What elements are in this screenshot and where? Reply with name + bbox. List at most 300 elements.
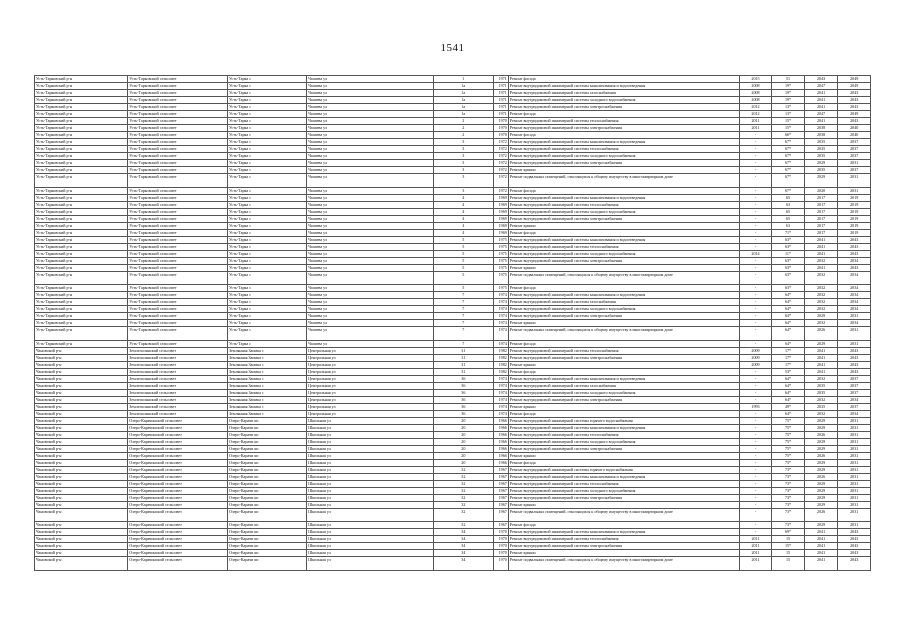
cell-street: Центральная ул [307,347,434,354]
cell-street: Чапаева ул [307,215,434,222]
cell-settlement: Озеро-Карачи кп [228,501,307,508]
cell-last-repair-year: 2014 [739,250,772,257]
cell-plan-start-year: 2035 [804,382,838,389]
cell-municipality: Озеро-Карачинский сельсовет [128,445,228,452]
cell-municipality: Усть-Тарковский сельсовет [128,271,228,285]
cell-plan-start-year: 2041 [804,550,838,557]
cell-work-type: Ремонт подвальных помещений, относящихся к общему имуществу в многоквартирном доме [508,327,739,341]
cell-last-repair-year: - [739,529,772,536]
cell-work-type: Ремонт внутридомовой инженерной системы электроснабжения [508,494,739,501]
cell-district: Чановский р-н [35,403,128,410]
cell-plan-start-year: 2047 [804,83,838,90]
cell-plan-start-year: 2029 [804,522,838,529]
cell-municipality: Усть-Тарковский сельсовет [128,104,228,111]
cell-municipality: Усть-Тарковский сельсовет [128,97,228,104]
cell-plan-start-year: 2017 [804,215,838,222]
cell-municipality: Усть-Тарковский сельсовет [128,167,228,174]
cell-district: Чановский р-н [35,354,128,361]
table-row [35,194,871,201]
cell-settlement: Озеро-Карачи кп [228,480,307,487]
cell-settlement: Усть-Тарка с [228,250,307,257]
cell-wear-percent: 65 [772,194,805,201]
cell-street: Чапаева ул [307,243,434,250]
cell-build-year: 1974 [493,389,508,396]
cell-build-year: 1974 [493,327,508,341]
cell-last-repair-year: - [739,417,772,424]
cell-last-repair-year: - [739,459,772,466]
cell-last-repair-year: - [739,375,772,382]
cell-street: Центральная ул [307,368,434,375]
table-row [35,557,871,571]
cell-house-number: 7 [434,327,494,341]
cell-municipality: Землеполянский сельсовет [128,354,228,361]
cell-municipality: Озеро-Карачинский сельсовет [128,550,228,557]
cell-plan-start-year: 2035 [804,389,838,396]
table-row [35,76,871,83]
cell-plan-start-year: 2032 [804,299,838,306]
cell-wear-percent: 73* [772,522,805,529]
cell-last-repair-year: - [739,522,772,529]
repair-schedule-table [34,75,871,571]
cell-settlement: Землянная Заимка с [228,347,307,354]
cell-settlement: Землянная Заимка с [228,396,307,403]
cell-wear-percent: 66* [772,132,805,139]
cell-plan-start-year: 2029 [804,174,838,188]
table-row [35,375,871,382]
cell-plan-start-year: 2035 [804,146,838,153]
cell-district: Усть-Тарковский р-н [35,194,128,201]
cell-build-year: 1975 [493,264,508,271]
table-row [35,368,871,375]
cell-district: Усть-Тарковский р-н [35,118,128,125]
cell-last-repair-year: - [739,257,772,264]
table-row [35,208,871,215]
cell-plan-start-year: 2038 [804,125,838,132]
cell-house-number: 2 [434,132,494,139]
cell-work-type: Ремонт внутридомовой инженерной системы электроснабжения [508,543,739,550]
table-row [35,320,871,327]
cell-district: Чановский р-н [35,494,128,501]
cell-house-number: 1а [434,97,494,104]
table-row [35,382,871,389]
cell-build-year: 1974 [493,375,508,382]
cell-plan-start-year: 2017 [804,229,838,236]
cell-municipality: Озеро-Карачинский сельсовет [128,480,228,487]
cell-street: Чапаева ул [307,264,434,271]
cell-municipality: Усть-Тарковский сельсовет [128,125,228,132]
cell-municipality: Усть-Тарковский сельсовет [128,320,228,327]
cell-house-number: 5 [434,271,494,285]
cell-last-repair-year: - [739,431,772,438]
cell-street: Чапаева ул [307,90,434,97]
cell-plan-end-year: 2049 [838,111,871,118]
cell-district: Чановский р-н [35,557,128,571]
cell-last-repair-year: 2011 [739,125,772,132]
cell-build-year: 1970 [493,529,508,536]
cell-wear-percent: 67* [772,167,805,174]
cell-street: Чапаева ул [307,132,434,139]
cell-district: Чановский р-н [35,417,128,424]
cell-settlement: Озеро-Карачи кп [228,459,307,466]
cell-plan-start-year: 2029 [804,438,838,445]
cell-municipality: Усть-Тарковский сельсовет [128,153,228,160]
cell-settlement: Усть-Тарка с [228,271,307,285]
cell-street: Школьная ул [307,536,434,543]
cell-municipality: Усть-Тарковский сельсовет [128,160,228,167]
cell-district: Усть-Тарковский р-н [35,90,128,97]
table-row [35,83,871,90]
cell-plan-end-year: 2040 [838,132,871,139]
cell-house-number: 36 [434,396,494,403]
cell-settlement: Усть-Тарка с [228,111,307,118]
cell-wear-percent: 67* [772,146,805,153]
cell-district: Усть-Тарковский р-н [35,139,128,146]
cell-settlement: Озеро-Карачи кп [228,543,307,550]
cell-plan-end-year: 2031 [838,508,871,522]
cell-wear-percent: 15 [772,550,805,557]
cell-plan-start-year: 2041 [804,250,838,257]
cell-street: Чапаева ул [307,118,434,125]
cell-plan-start-year: 2029 [804,466,838,473]
cell-street: Школьная ул [307,438,434,445]
cell-last-repair-year: 2008 [739,90,772,97]
cell-district: Усть-Тарковский р-н [35,174,128,188]
cell-street: Чапаева ул [307,257,434,264]
cell-build-year: 1982 [493,354,508,361]
table-row [35,347,871,354]
cell-house-number: 5 [434,250,494,257]
cell-wear-percent: 67* [772,139,805,146]
table-row [35,271,871,285]
cell-work-type: Ремонт крыши [508,403,739,410]
cell-municipality: Землеполянский сельсовет [128,396,228,403]
cell-street: Чапаева ул [307,208,434,215]
cell-municipality: Землеполянский сельсовет [128,382,228,389]
cell-settlement: Усть-Тарка с [228,187,307,194]
cell-work-type: Ремонт крыши [508,320,739,327]
cell-plan-end-year: 2034 [838,396,871,403]
table-row [35,229,871,236]
cell-plan-end-year: 2031 [838,487,871,494]
cell-street: Школьная ул [307,550,434,557]
table-row [35,299,871,306]
cell-wear-percent: 64* [772,299,805,306]
cell-municipality: Усть-Тарковский сельсовет [128,83,228,90]
cell-work-type: Ремонт крыши [508,550,739,557]
cell-house-number: 34 [434,557,494,571]
cell-street: Чапаева ул [307,83,434,90]
cell-municipality: Озеро-Карачинский сельсовет [128,417,228,424]
cell-plan-start-year: 2041 [804,118,838,125]
cell-settlement: Усть-Тарка с [228,208,307,215]
cell-street: Школьная ул [307,424,434,431]
cell-last-repair-year: - [739,229,772,236]
cell-wear-percent: 73* [772,487,805,494]
cell-work-type: Ремонт внутридомовой инженерной системы канализования и водоотведения [508,375,739,382]
cell-work-type: Ремонт внутридомовой инженерной системы электроснабжения [508,354,739,361]
cell-municipality: Землеполянский сельсовет [128,403,228,410]
table-row [35,132,871,139]
cell-plan-end-year: 2019 [838,208,871,215]
cell-plan-start-year: 2041 [804,536,838,543]
cell-district: Усть-Тарковский р-н [35,222,128,229]
cell-build-year: 1974 [493,320,508,327]
table-row [35,257,871,264]
cell-plan-end-year: 2031 [838,522,871,529]
cell-last-repair-year: 2008 [739,83,772,90]
cell-district: Чановский р-н [35,550,128,557]
cell-last-repair-year: - [739,340,772,347]
cell-settlement: Усть-Тарка с [228,104,307,111]
cell-wear-percent: 53* [772,368,805,375]
cell-municipality: Озеро-Карачинский сельсовет [128,431,228,438]
table-row [35,153,871,160]
cell-district: Усть-Тарковский р-н [35,208,128,215]
cell-build-year: 1971 [493,90,508,97]
cell-plan-end-year: 2019 [838,194,871,201]
cell-work-type: Ремонт подвальных помещений, относящихся к общему имуществу в многоквартирном доме [508,557,739,571]
table-row [35,494,871,501]
cell-last-repair-year: - [739,215,772,222]
cell-settlement: Усть-Тарка с [228,125,307,132]
table-row [35,459,871,466]
cell-build-year: 1975 [493,236,508,243]
cell-last-repair-year: - [739,187,772,194]
cell-last-repair-year: - [739,306,772,313]
cell-district: Усть-Тарковский р-н [35,264,128,271]
cell-last-repair-year: 2008 [739,97,772,104]
cell-house-number: 34 [434,536,494,543]
cell-plan-end-year: 2043 [838,354,871,361]
cell-plan-start-year: 2038 [804,132,838,139]
cell-last-repair-year: 2011 [739,536,772,543]
cell-settlement: Усть-Тарка с [228,299,307,306]
cell-district: Чановский р-н [35,389,128,396]
cell-district: Усть-Тарковский р-н [35,160,128,167]
cell-last-repair-year: - [739,452,772,459]
table-row [35,167,871,174]
cell-plan-start-year: 2041 [804,361,838,368]
cell-plan-end-year: 2031 [838,466,871,473]
cell-settlement: Усть-Тарка с [228,285,307,292]
cell-house-number: 20 [434,452,494,459]
cell-municipality: Озеро-Карачинский сельсовет [128,452,228,459]
cell-last-repair-year: - [739,271,772,285]
cell-municipality: Усть-Тарковский сельсовет [128,236,228,243]
cell-work-type: Ремонт внутридомовой инженерной системы электроснабжения [508,215,739,222]
cell-plan-end-year: 2031 [838,187,871,194]
cell-house-number: 34 [434,543,494,550]
cell-settlement: Усть-Тарка с [228,146,307,153]
cell-settlement: Озеро-Карачи кп [228,431,307,438]
cell-wear-percent: 63* [772,264,805,271]
cell-settlement: Усть-Тарка с [228,306,307,313]
cell-house-number: 3 [434,187,494,194]
cell-work-type: Ремонт крыши [508,167,739,174]
cell-plan-end-year: 2037 [838,403,871,410]
cell-plan-start-year: 2029 [804,340,838,347]
cell-build-year: 1970 [493,118,508,125]
cell-build-year: 1969 [493,201,508,208]
cell-plan-end-year: 2031 [838,438,871,445]
cell-municipality: Усть-Тарковский сельсовет [128,250,228,257]
cell-house-number: 3 [434,153,494,160]
cell-work-type: Ремонт внутридомовой инженерной системы холодного водоснабжения [508,97,739,104]
cell-work-type: Ремонт фасада [508,111,739,118]
cell-last-repair-year: - [739,146,772,153]
cell-last-repair-year: - [739,153,772,160]
cell-work-type: Ремонт внутридомовой инженерной системы холодного водоснабжения [508,250,739,257]
table-row [35,285,871,292]
cell-house-number: 34 [434,529,494,536]
cell-street: Чапаева ул [307,104,434,111]
cell-wear-percent: 75* [772,424,805,431]
cell-plan-start-year: 2032 [804,257,838,264]
cell-plan-end-year: 2049 [838,76,871,83]
cell-municipality: Усть-Тарковский сельсовет [128,340,228,347]
cell-plan-end-year: 2019 [838,215,871,222]
cell-wear-percent: 67* [772,174,805,188]
cell-plan-end-year: 2043 [838,90,871,97]
cell-house-number: 32 [434,522,494,529]
cell-district: Усть-Тарковский р-н [35,153,128,160]
cell-house-number: 1а [434,90,494,97]
cell-wear-percent: 63* [772,243,805,250]
cell-build-year: 1969 [493,208,508,215]
cell-last-repair-year: - [739,201,772,208]
cell-work-type: Ремонт фасада [508,459,739,466]
cell-build-year: 1970 [493,543,508,550]
table-row [35,215,871,222]
cell-municipality: Землеполянский сельсовет [128,368,228,375]
cell-build-year: 1971 [493,97,508,104]
cell-wear-percent: 51 [772,76,805,83]
cell-house-number: 4 [434,229,494,236]
cell-plan-start-year: 2043 [804,76,838,83]
cell-plan-end-year: 2049 [838,83,871,90]
table-row [35,431,871,438]
cell-house-number: 2 [434,118,494,125]
cell-work-type: Ремонт внутридомовой инженерной системы холодного водоснабжения [508,438,739,445]
cell-district: Усть-Тарковский р-н [35,250,128,257]
cell-build-year: 1969 [493,222,508,229]
cell-work-type: Ремонт внутридомовой инженерной системы теплоснабжения [508,146,739,153]
cell-municipality: Усть-Тарковский сельсовет [128,208,228,215]
table-row [35,354,871,361]
table-row [35,222,871,229]
cell-last-repair-year: - [739,473,772,480]
cell-settlement: Усть-Тарка с [228,229,307,236]
cell-settlement: Усть-Тарка с [228,139,307,146]
cell-street: Школьная ул [307,417,434,424]
cell-settlement: Озеро-Карачи кп [228,417,307,424]
cell-street: Школьная ул [307,543,434,550]
table-row [35,487,871,494]
table-row [35,146,871,153]
cell-wear-percent: 63* [772,236,805,243]
cell-work-type: Ремонт внутридомовой инженерной системы электроснабжения [508,104,739,111]
table-row [35,410,871,417]
cell-municipality: Усть-Тарковский сельсовет [128,187,228,194]
cell-plan-start-year: 2020 [804,187,838,194]
cell-build-year: 1971 [493,111,508,118]
table-row [35,306,871,313]
cell-build-year: 1972 [493,174,508,188]
cell-settlement: Усть-Тарка с [228,174,307,188]
cell-wear-percent: 75* [772,452,805,459]
cell-house-number: 3 [434,146,494,153]
cell-street: Чапаева ул [307,153,434,160]
cell-house-number: 5 [434,243,494,250]
cell-build-year: 1972 [493,187,508,194]
cell-last-repair-year: - [739,194,772,201]
cell-settlement: Озеро-Карачи кп [228,473,307,480]
cell-district: Чановский р-н [35,445,128,452]
cell-street: Чапаева ул [307,160,434,167]
cell-work-type: Ремонт внутридомовой инженерной системы горячего водоснабжения [508,417,739,424]
cell-settlement: Землянная Заимка с [228,375,307,382]
cell-build-year: 1970 [493,557,508,571]
cell-wear-percent: 64* [772,389,805,396]
cell-district: Усть-Тарковский р-н [35,236,128,243]
cell-street: Чапаева ул [307,299,434,306]
cell-municipality: Усть-Тарковский сельсовет [128,174,228,188]
cell-district: Усть-Тарковский р-н [35,292,128,299]
cell-settlement: Усть-Тарка с [228,83,307,90]
cell-plan-start-year: 2032 [804,292,838,299]
cell-last-repair-year: - [739,466,772,473]
cell-work-type: Ремонт внутридомовой инженерной системы теплоснабжения [508,118,739,125]
cell-build-year: 1967 [493,522,508,529]
cell-build-year: 1969 [493,229,508,236]
cell-district: Чановский р-н [35,522,128,529]
cell-plan-start-year: 2029 [804,424,838,431]
cell-wear-percent: 73* [772,466,805,473]
cell-municipality: Усть-Тарковский сельсовет [128,90,228,97]
cell-settlement: Озеро-Карачи кп [228,438,307,445]
cell-plan-start-year: 2017 [804,222,838,229]
cell-plan-start-year: 2026 [804,327,838,341]
cell-plan-end-year: 2037 [838,139,871,146]
cell-settlement: Усть-Тарка с [228,292,307,299]
cell-last-repair-year: - [739,424,772,431]
table-row [35,473,871,480]
cell-last-repair-year: - [739,410,772,417]
cell-build-year: 1971 [493,76,508,83]
table-row [35,445,871,452]
cell-municipality: Усть-Тарковский сельсовет [128,285,228,292]
cell-plan-end-year: 2043 [838,104,871,111]
table-row [35,104,871,111]
cell-plan-end-year: 2019 [838,222,871,229]
cell-settlement: Усть-Тарка с [228,320,307,327]
cell-district: Чановский р-н [35,487,128,494]
cell-house-number: 20 [434,431,494,438]
cell-settlement: Усть-Тарка с [228,90,307,97]
cell-municipality: Усть-Тарковский сельсовет [128,222,228,229]
cell-settlement: Землянная Заимка с [228,403,307,410]
cell-house-number: 32 [434,466,494,473]
table-row [35,550,871,557]
cell-work-type: Ремонт внутридомовой инженерной системы канализования и водоотведения [508,473,739,480]
cell-last-repair-year: - [739,222,772,229]
cell-last-repair-year: - [739,494,772,501]
cell-plan-start-year: 2032 [804,306,838,313]
cell-district: Усть-Тарковский р-н [35,320,128,327]
cell-plan-end-year: 2034 [838,320,871,327]
cell-wear-percent: 73* [772,494,805,501]
cell-work-type: Ремонт внутридомовой инженерной системы теплоснабжения [508,431,739,438]
